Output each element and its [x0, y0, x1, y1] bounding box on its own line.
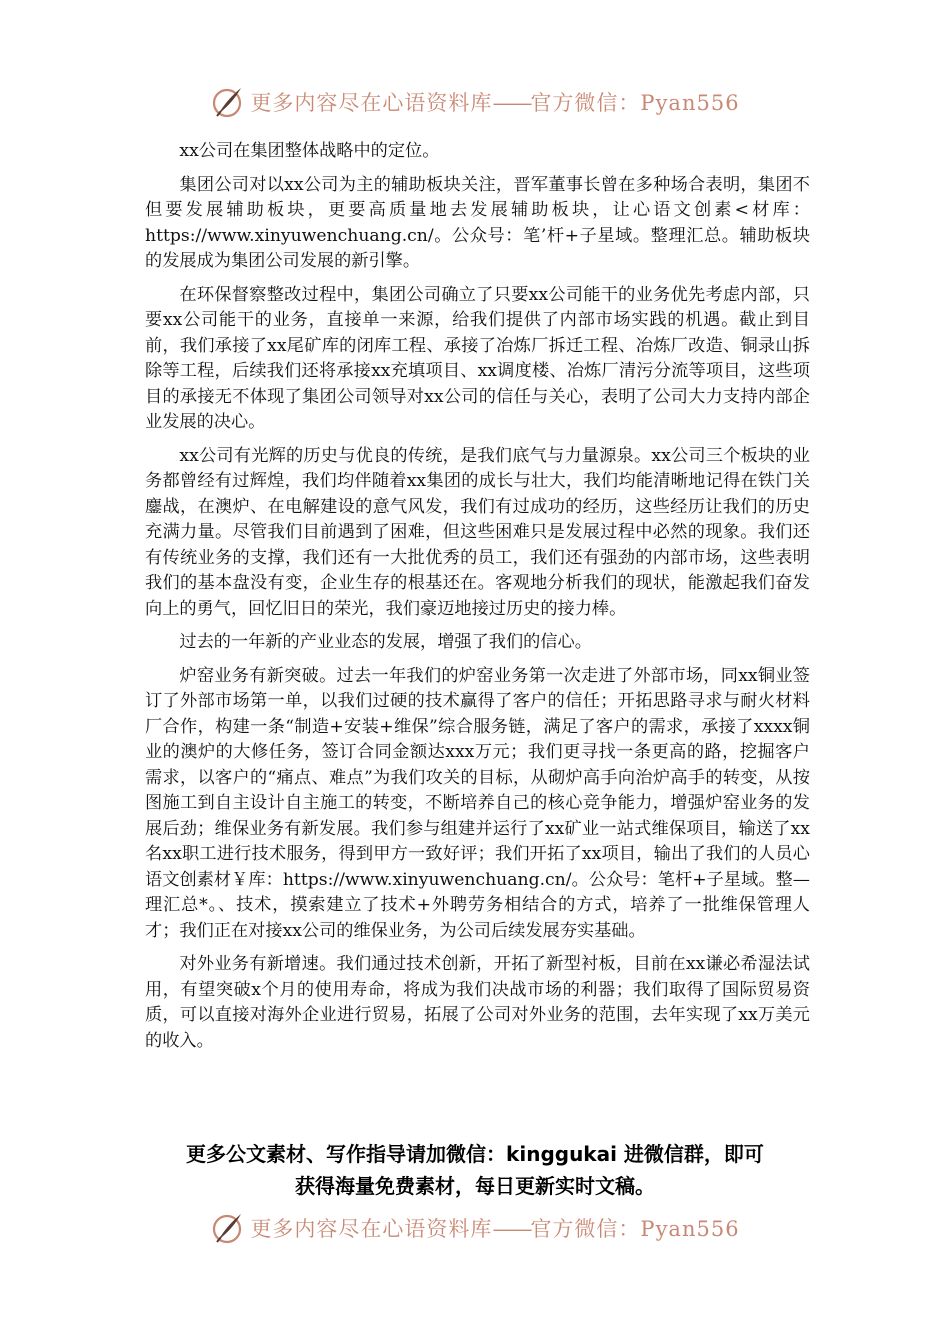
promo-line-2: 获得海量免费素材，每日更新实时文稿。	[295, 1174, 655, 1198]
paragraph: xx公司在集团整体战略中的定位。	[179, 141, 440, 161]
banner-text: 更多内容尽在心语资料库——官方微信：Pyan556	[250, 91, 740, 115]
paragraph: 集团公司对以xx公司为主的辅助板块关注，晋军董事长曾在多种场合表明，集团不但要发展辅助板块，更要高质量地去发展辅助板块，让心语文创素<材库：https://www.xinyuwenchuang.cn/。公众号：笔’杆+子星域。整理汇总。辅助板块的发展成为集团公司发展的新引擎。	[145, 174, 810, 271]
header-banner	[0, 82, 950, 122]
promo-line-1: 更多公文素材、写作指导请加微信：kinggukai 进微信群，即可	[186, 1142, 764, 1166]
paragraph: 炉窑业务有新突破。过去一年我们的炉窑业务第一次走进了外部市场，同xx铜业签订了外部市场第一单，以我们过硬的技术赢得了客户的信任；开拓思路寻求与耐火材料厂合作，构建一条“制造+安装+维保”综合服务链，满足了客户的需求，承接了xxxx铜业的澳炉的大修任务，签订合同金额达xxx万元；我们更寻找一条更高的路，挖掘客户需求，以客户的“痛点、难点”为我们攻关的目标，从砌炉高手向治炉高手的转变，从按图施工到自主设计自主施工的转变，不断培养自己的核心竞争能力，增强炉窑业务的发展后劲；维保业务有新发展。我们参与组建并运行了xx矿业一站式维保项目，输送了xx名xx职工进行技术服务，得到甲方一致好评；我们开拓了xx项目，输出了我们的人员心语文创素材￥库：https://www.xinyuwenchuang.cn/。公众号：笔杆+子星域。整—理汇总*。、技术，摸索建立了技术+外聘劳务相结合的方式，培养了一批维保管理人才；我们正在对接xx公司的维保业务，为公司后续发展夯实基础。	[145, 665, 810, 941]
banner-text: 更多内容尽在心语资料库——官方微信：Pyan556	[250, 1217, 740, 1241]
paragraph: 过去的一年新的产业业态的发展，增强了我们的信心。	[179, 632, 592, 652]
document-body	[145, 139, 810, 1062]
paragraph: 对外业务有新增速。我们通过技术创新，开拓了新型衬板，目前在xx谦必希湿法试用，有望突破x个月的使用寿命，将成为我们决战市场的利器；我们取得了国际贸易资质，可以直接对海外企业进行贸易，拓展了公司对外业务的范围，去年实现了xx万美元的收入。	[145, 954, 810, 1051]
feather-pen-circle-icon	[210, 85, 244, 119]
paragraph: xx公司有光辉的历史与优良的传统，是我们底气与力量源泉。xx公司三个板块的业务都曾经有过辉煌，我们均伴随着xx集团的成长与壮大，我们均能清晰地记得在铁门关鏖战，在澳炉、在电解建设的意气风发，我们有过成功的经历，这些经历让我们的历史充满力量。尽管我们目前遇到了困难，但这些困难只是发展过程中必然的现象。我们还有传统业务的支撑，我们还有一大批优秀的员工，我们还有强劲的内部市场，这些表明我们的基本盘没有变，企业生存的根基还在。客观地分析我们的现状，能激起我们奋发向上的勇气，回忆旧日的荣光，我们豪迈地接过历史的接力棒。	[145, 445, 810, 619]
promo-note	[0, 1138, 950, 1202]
paragraph: 在环保督察整改过程中，集团公司确立了只要xx公司能干的业务优先考虑内部，只要xx公司能干的业务，直接单一来源，给我们提供了内部市场实践的机遇。截止到目前，我们承接了xx尾矿库的闭库工程、承接了冶炼厂拆迁工程、冶炼厂改造、铜录山拆除等工程，后续我们还将承接xx充填项目、xx调度楼、冶炼厂清污分流等项目，这些项目的承接无不体现了集团公司领导对xx公司的信任与关心，表明了公司大力支持内部企业发展的决心。	[145, 284, 810, 432]
feather-pen-circle-icon	[210, 1211, 244, 1245]
footer-banner	[0, 1208, 950, 1248]
